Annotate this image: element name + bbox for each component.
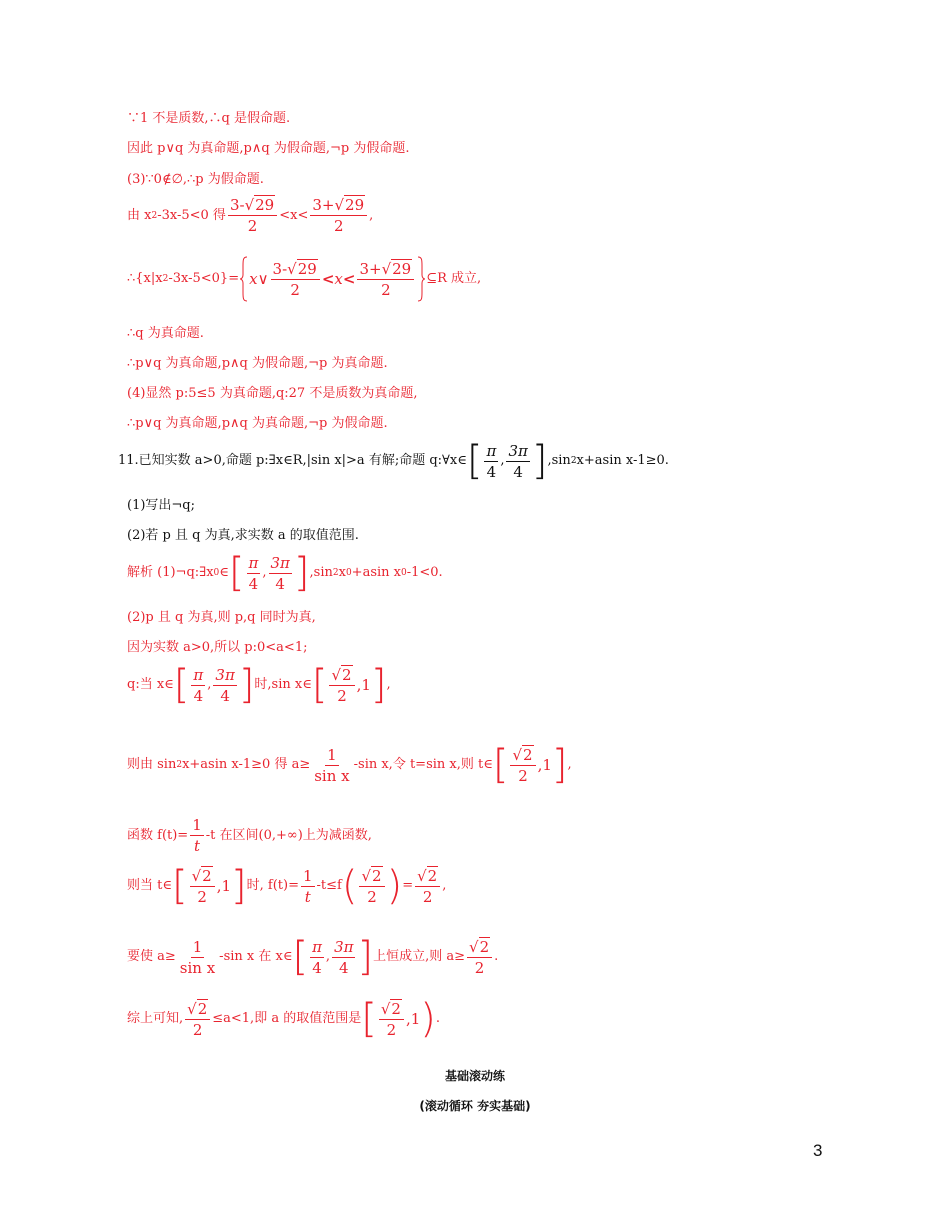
numerator: π [486,441,497,460]
radicand: 29 [345,196,365,214]
text: 函数 f(t)= [127,827,189,843]
superscript: 2 [176,760,183,770]
page-number: 3 [813,1141,823,1160]
answer-11-part-2-line-7 [127,934,499,980]
comma: , [356,676,362,694]
denominator: 2 [333,217,344,235]
radicand: 29 [392,259,412,278]
numerator: π [248,553,259,572]
answer-line-6: ∴q 为真命题. [127,326,204,341]
right-bracket: ] [531,438,548,484]
denominator: sin x [179,958,216,977]
fraction-sqrt2-over-2 [359,867,384,906]
left-bracket: [ [361,996,377,1042]
denominator: 2 [192,1020,203,1039]
answer-line-9: ∴p∨q 为真命题,p∧q 为真命题,¬p 为假命题. [127,416,388,431]
left-bracket: [ [171,863,188,909]
fraction-pi-over-4 [484,442,498,481]
denominator: 4 [312,958,322,977]
numerator-text: 3+ [359,259,382,278]
answer-line-3: (3)∵0∉∅,∴p 为假命题. [127,172,264,187]
denominator: 4 [193,686,204,705]
answer-11-part-1 [127,550,443,596]
denominator: 4 [338,958,349,977]
answer-11-part-2-line-5 [127,816,372,855]
right-paren: ) [386,863,403,909]
denominator: 2 [290,280,300,299]
numerator: 1 [192,816,202,834]
answer-11-part-2-line-1: (2)p 且 q 为真,则 p,q 同时为真, [127,610,316,625]
denominator: 2 [474,958,485,977]
text: -t≤f [316,878,342,893]
denominator: 2 [337,686,347,705]
superscript: 2 [570,456,577,466]
text: , [442,878,447,893]
numerator-text: 3- [272,259,288,278]
subscript: 0 [400,568,407,578]
question-11 [118,438,669,484]
left-bracket: [ [311,662,328,708]
right-bracket: ] [238,662,255,708]
left-bracket: [ [292,934,309,980]
text: x [338,565,346,580]
superscript: 2 [151,210,158,221]
fraction-1-over-sinx [312,746,351,785]
right-paren: ) [420,996,436,1042]
radicand: 2 [342,665,352,684]
right-bracket: ] [357,934,374,980]
answer-line-5 [127,256,481,302]
text: -sin x,令 t=sin x,则 t∈ [353,757,493,772]
number-one: 1 [361,676,371,694]
answer-line-1: ∵1 不是质数,∴q 是假命题. [127,111,291,126]
numerator: 1 [192,937,203,956]
text: -sin x 在 x∈ [219,949,293,964]
fraction-pi-over-4 [247,554,261,593]
fraction-3pi-over-4 [213,666,236,705]
fraction-3-minus-sqrt29-over-2 [228,196,277,235]
text: ⊆R 成立, [426,271,482,286]
radicand: 29 [255,196,275,214]
text: q:当 x∈ [127,677,174,692]
radicand: 2 [391,999,401,1018]
numerator: 1 [327,745,337,764]
answer-line-2: 因此 p∨q 为真命题,p∧q 为假命题,¬p 为假命题. [127,141,410,156]
fraction-sqrt2-over-2 [467,938,492,977]
comma: , [216,877,222,895]
right-bracket: ] [231,863,247,909]
text: x+asin x-1≥0. [576,453,669,468]
comma: , [262,565,267,580]
denominator: 2 [386,1020,397,1039]
denominator: t [304,887,311,906]
text: ,sin [547,453,571,468]
denominator: 2 [518,766,528,785]
sqrt-symbol: √29 [334,196,365,214]
fraction-pi-over-4 [310,938,324,977]
sqrt-symbol: √29 [244,196,275,214]
comma: , [500,453,505,468]
radicand: 2 [427,866,438,885]
left-paren: ( [341,863,358,909]
numerator: 3π [215,665,235,684]
left-bracket: [ [228,550,245,596]
text: +asin x [351,565,401,580]
text: 综上可知, [127,1011,184,1026]
text: 上恒成立,则 a≥ [373,949,465,964]
section-title: 基础滚动练 [444,1069,505,1083]
answer-11-part-2-line-6 [127,863,447,909]
numerator-text: 3- [229,196,245,214]
text: ≤a<1,即 a 的取值范围是 [212,1011,362,1026]
number-one: 1 [542,756,552,774]
text: -t 在区间(0,+∞)上为减函数, [205,827,372,843]
number-one: 1 [410,1010,421,1028]
text: <x< [279,207,309,223]
sqrt-symbol: √2 [512,745,533,764]
right-brace-icon [416,256,426,302]
radicand: 2 [197,999,208,1018]
fraction-sqrt2-over-2 [185,1000,210,1039]
numerator: π [312,937,322,956]
text: . [494,949,499,964]
answer-line-4 [127,196,373,235]
text: 解析 (1)¬q:∃x [127,565,214,580]
comma: , [405,1010,411,1028]
denominator: 2 [197,887,207,906]
or-symbol: ∨ [257,270,269,288]
left-bracket: [ [173,662,190,708]
numerator: 3π [508,441,528,460]
answer-11-part-2-line-2: 因为实数 a>0,所以 p:0<a<1; [127,640,308,655]
superscript: 2 [162,274,169,284]
radicand: 29 [297,259,317,278]
numerator: 3π [270,553,290,572]
text: 时, f(t)= [246,878,299,893]
less-than: < [321,270,335,288]
fraction-1-over-t [301,867,315,906]
answer-11-conclusion [127,996,441,1042]
sqrt-symbol: √2 [191,866,212,885]
less-than: < [342,270,356,288]
fraction-sqrt2-over-2 [510,746,535,785]
denominator: sin x [314,766,350,785]
text: 11.已知实数 a>0,命题 p:∃x∈R,|sin x|>a 有解;命题 q:∀x∈ [118,453,467,468]
superscript: 2 [332,568,339,578]
text: , [567,757,572,772]
text: x+asin x-1≥0 得 a≥ [182,757,311,772]
answer-11-part-2-line-3 [127,662,391,708]
left-bracket: [ [492,742,509,788]
text: , [369,207,374,223]
denominator: 4 [248,574,259,593]
denominator: 2 [247,217,258,235]
sqrt-symbol: √2 [187,999,208,1018]
text: -3x-5<0 得 [157,207,226,223]
question-11-part-1: (1)写出¬q; [127,498,196,513]
text: . [435,1011,441,1026]
text: 则当 t∈ [127,878,172,893]
section-subtitle: (滚动循环 夯实基础) [419,1099,531,1113]
comma: , [207,677,212,692]
variable-x: x [249,270,258,288]
answer-11-part-2-line-4 [127,742,572,788]
radicand: 2 [479,937,490,956]
text: , [386,677,391,692]
left-brace-icon [239,256,249,302]
text: ∴{x|x [127,271,163,286]
fraction-3pi-over-4 [506,442,529,481]
fraction-3-plus-sqrt29-over-2 [310,196,367,235]
text: 由 x [127,207,152,223]
text: 要使 a≥ [127,949,176,964]
fraction-3pi-over-4 [332,938,355,977]
fraction-sqrt2-over-2 [379,1000,404,1039]
sqrt-symbol: √2 [380,999,401,1018]
answer-line-7: ∴p∨q 为真命题,p∧q 为假命题,¬p 为真命题. [127,356,388,371]
text: ∈ [219,565,229,580]
sqrt-symbol: √2 [417,866,438,885]
sqrt-symbol: √2 [331,665,352,684]
radicand: 2 [372,866,382,885]
number-one: 1 [221,877,232,895]
text: ,sin [309,565,333,580]
comma: , [325,949,331,964]
subscript: 0 [345,568,352,578]
text: 则由 sin [127,757,177,772]
denominator: 2 [381,280,391,299]
text: 时,sin x∈ [254,677,312,692]
right-bracket: ] [370,662,387,708]
comma: , [537,756,543,774]
text: = [402,878,414,893]
left-bracket: [ [466,438,483,484]
denominator: 2 [422,887,433,906]
numerator-text: 3+ [312,196,335,214]
fraction-3-minus-sqrt29-over-2 [271,260,320,299]
denominator: 4 [486,462,497,481]
fraction-pi-over-4 [191,666,205,705]
answer-line-8: (4)显然 p:5≤5 为真命题,q:27 不是质数为真命题, [127,386,418,401]
denominator: 4 [275,574,285,593]
sqrt-symbol: √29 [287,259,317,278]
sqrt-symbol: √2 [469,937,490,956]
numerator: π [193,665,204,684]
denominator: 2 [367,887,377,906]
sqrt-symbol: √2 [361,866,382,885]
denominator: 4 [220,686,230,705]
fraction-3-plus-sqrt29-over-2 [357,260,414,299]
fraction-1-over-t [190,816,204,855]
right-bracket: ] [293,550,310,596]
question-11-part-2: (2)若 p 且 q 为真,求实数 a 的取值范围. [127,528,359,543]
right-bracket: ] [551,742,568,788]
text: -3x-5<0}= [168,271,240,286]
fraction-sqrt2-over-2 [329,666,354,705]
fraction-3pi-over-4 [269,554,292,593]
variable-x: x [334,270,343,288]
fraction-sqrt2-over-2 [415,867,440,906]
subscript: 0 [213,568,220,578]
numerator: 3π [334,937,354,956]
numerator: 1 [302,866,313,885]
text: -1<0. [406,565,443,580]
sqrt-symbol: √29 [381,259,412,278]
denominator: 4 [513,462,523,481]
fraction-sqrt2-over-2 [190,867,215,906]
radicand: 2 [202,866,212,885]
denominator: t [193,837,200,855]
radicand: 2 [523,745,533,764]
fraction-1-over-sinx [178,938,217,977]
